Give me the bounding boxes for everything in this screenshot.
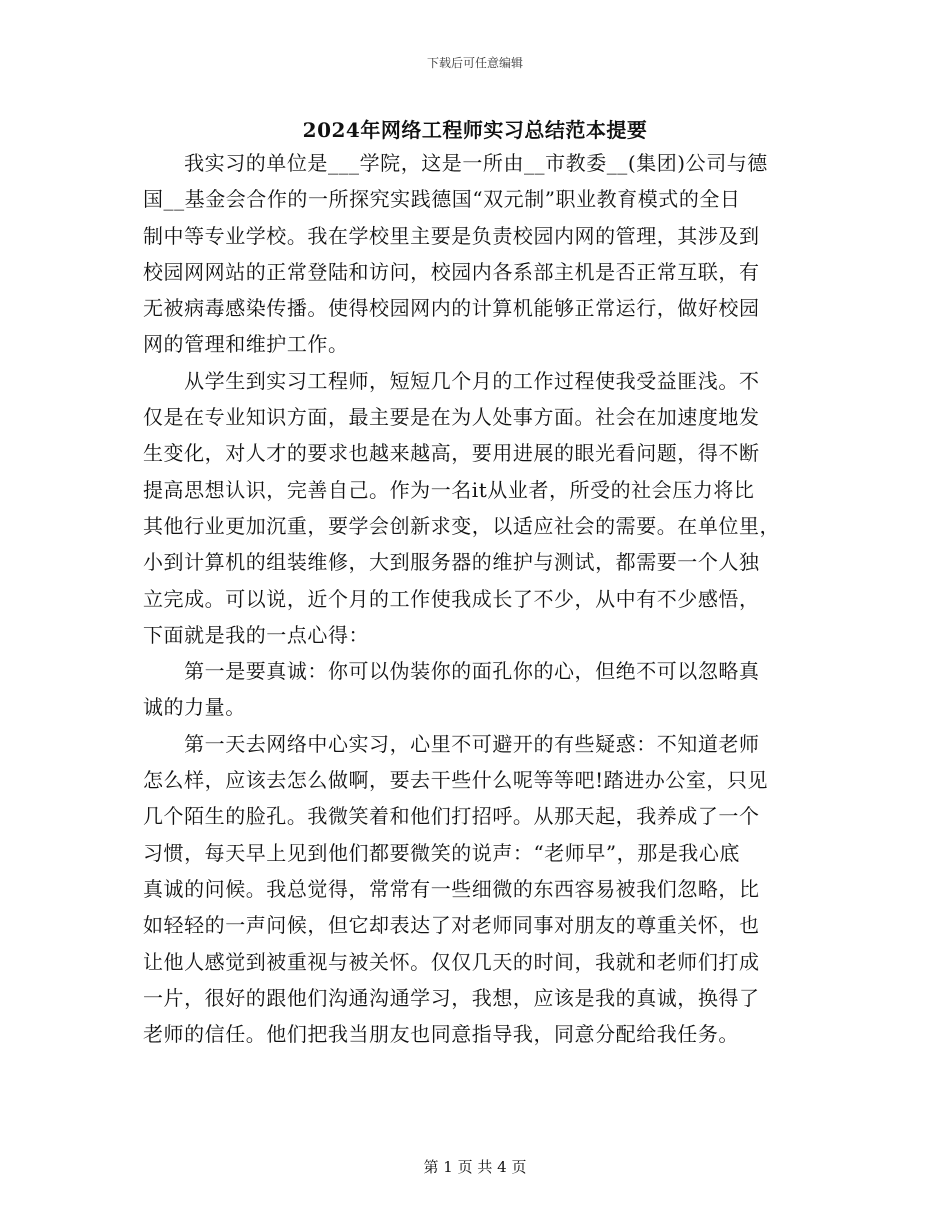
- body-line: 习惯，每天早上见到他们都要微笑的说声：“老师早”，那是我心底: [143, 840, 740, 865]
- body-line: 老师的信任。他们把我当朋友也同意指导我，同意分配给我任务。: [143, 1022, 739, 1047]
- body-line: 让他人感觉到被重视与被关怀。仅仅几天的时间，我就和老师们打成: [143, 949, 760, 974]
- body-line: 从学生到实习工程师，短短几个月的工作过程使我受益匪浅。不: [143, 368, 760, 393]
- body-line: 如轻轻的一声问候，但它却表达了对老师同事对朋友的尊重关怀，也: [143, 913, 760, 938]
- body-line: 生变化，对人才的要求也越来越高，要用进展的眼光看问题，得不断: [143, 441, 760, 466]
- body-line: 校园网网站的正常登陆和访问，校园内各系部主机是否正常互联，有: [143, 259, 760, 284]
- body-line: 制中等专业学校。我在学校里主要是负责校园内网的管理，其涉及到: [143, 223, 760, 248]
- body-line: 第一是要真诚：你可以伪装你的面孔你的心，但绝不可以忽略真: [143, 659, 760, 684]
- body-line: 我实习的单位是___学院，这是一所由__市教委__(集团)公司与德: [143, 151, 768, 175]
- document-title: 2024年网络工程师实习总结范本提要: [302, 118, 648, 142]
- body-line: 立完成。可以说，近个月的工作使我成长了不少，从中有不少感悟，: [143, 586, 760, 611]
- page-header-note: 下载后可任意编辑: [426, 56, 523, 70]
- body-line: 第一天去网络中心实习，心里不可避开的有些疑惑：不知道老师: [143, 731, 760, 756]
- body-line: 小到计算机的组装维修，大到服务器的维护与测试，都需要一个人独: [143, 550, 760, 575]
- body-line: 几个陌生的脸孔。我微笑着和他们打招呼。从那天起，我养成了一个: [143, 804, 760, 829]
- body-line: 提高思想认识，完善自己。作为一名it从业者，所受的社会压力将比: [143, 477, 755, 502]
- body-line: 真诚的问候。我总觉得，常常有一些细微的东西容易被我们忽略，比: [143, 876, 760, 901]
- body-line: 国__基金会合作的一所探究实践德国“双元制”职业教育模式的全日: [143, 187, 741, 212]
- body-line: 仅是在专业知识方面，最主要是在为人处事方面。社会在加速度地发: [143, 405, 760, 430]
- body-line: 一片，很好的跟他们沟通沟通学习，我想，应该是我的真诚，换得了: [143, 985, 760, 1010]
- body-line: 诚的力量。: [143, 695, 246, 720]
- body-line: 怎么样，应该去怎么做啊，要去干些什么呢等等吧!踏进办公室，只见: [143, 768, 769, 793]
- body-line: 网的管理和维护工作。: [143, 332, 349, 357]
- body-line: 下面就是我的一点心得：: [143, 622, 370, 647]
- body-line: 其他行业更加沉重，要学会创新求变，以适应社会的需要。在单位里，: [143, 513, 781, 538]
- document-body: [143, 145, 810, 1052]
- page-number: 第 1 页 共 4 页: [423, 1158, 527, 1176]
- body-line: 无被病毒感染传播。使得校园网内的计算机能够正常运行，做好校园: [143, 296, 760, 321]
